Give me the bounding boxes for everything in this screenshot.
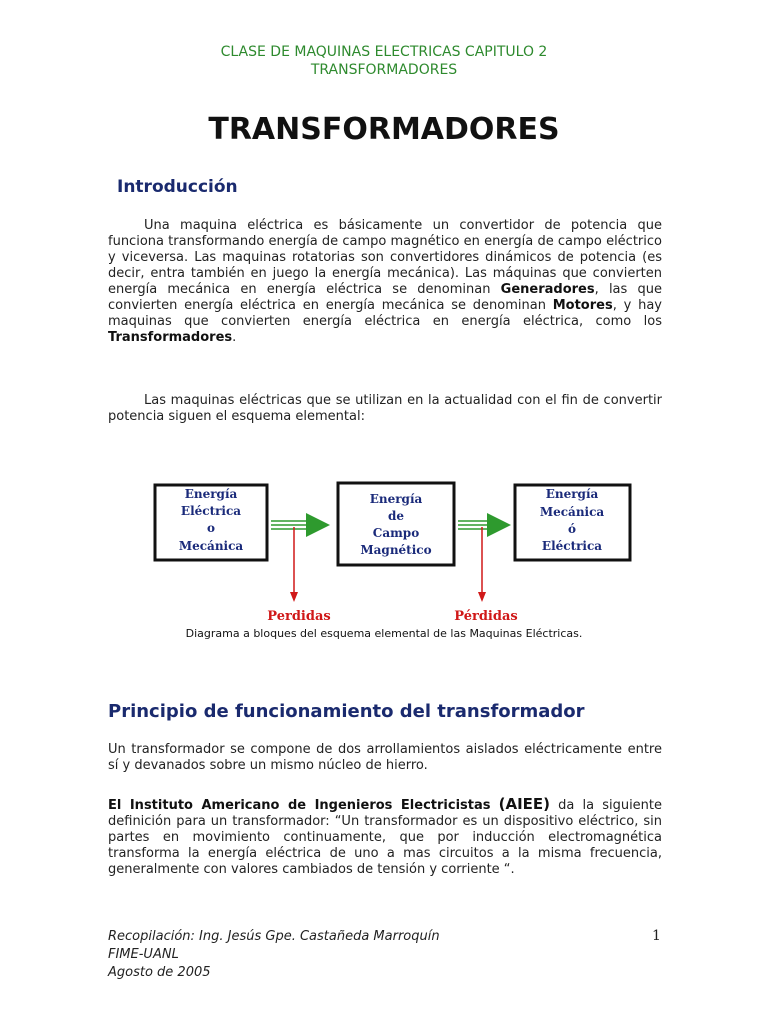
principio-paragraph-1: Un transformador se compone de dos arrollamientos aislados eléctricamente entre sí y devanados sobre un mismo núcleo de hierro.: [108, 742, 662, 773]
aiee-name: El Instituto Americano de Ingenieros Electricistas: [108, 798, 491, 813]
term-transformadores: Transformadores: [108, 330, 233, 345]
box1-line-1: Energía: [184, 487, 238, 501]
intro-paragraph-1: [108, 218, 662, 346]
arrow-1: [271, 513, 330, 537]
intro-text-a: Una maquina eléctrica es básicamente un convertidor de potencia que funciona transformando energía de campo magnético en energía de campo eléctrico y viceversa. Las maquinas rotatorias son convertidores dinámicos de potencia (es decir, entra también en juego la energía mecánica). Las máquinas que convierten energía mecánica en energía eléctrica se denominan: [108, 218, 662, 297]
box1-line-3: o: [206, 521, 216, 535]
footer-institution: FIME-UANL: [108, 947, 179, 962]
loss-label-2: Pérdidas: [454, 609, 518, 624]
header-line-2: TRANSFORMADORES: [310, 62, 458, 78]
box1-line-2: Eléctrica: [180, 504, 242, 518]
arrow-2: [458, 513, 511, 537]
page-number: 1: [652, 928, 661, 944]
page-footer: [108, 928, 440, 982]
box2-line-4: Magnético: [360, 543, 432, 557]
page-header: [0, 43, 768, 79]
intro-text-c: , las que convierten energía eléctrica en energía mecánica se denominan: [108, 282, 662, 313]
aiee-acronym: (AIEE): [498, 795, 551, 813]
aiee-definition: da la siguiente definición para un transformador: “Un transformador es un dispositivo eléctrico, sin partes en movimiento continuamente, que por inducción electromagnética transforma la energía eléctrica de uno a mas circuitos a la misma frecuencia, generalmente con valores cambiados de tensión y corriente “.: [108, 798, 663, 877]
box2-line-1: Energía: [369, 492, 423, 506]
intro-text-g: .: [232, 330, 237, 345]
block-diagram: [0, 470, 768, 630]
term-generadores: Generadores: [500, 282, 595, 297]
intro-text-e: , y hay maquinas que convierten energía eléctrica en energía eléctrica, como los: [108, 298, 662, 329]
loss-arrow-2: [478, 527, 486, 602]
box3-line-3: ó: [567, 522, 577, 536]
principio-heading: Principio de funcionamiento del transformador: [108, 701, 585, 722]
box3-line-1: Energía: [545, 487, 599, 501]
intro-heading: Introducción: [117, 177, 238, 197]
principio-paragraph-2: [108, 796, 662, 878]
box1-line-4: Mecánica: [178, 539, 244, 553]
loss-label-1: Perdidas: [267, 609, 331, 624]
term-motores: Motores: [552, 298, 613, 313]
loss-arrow-1: [290, 527, 298, 602]
box2-line-2: de: [387, 509, 405, 523]
box3-line-2: Mecánica: [539, 505, 605, 519]
header-line-1: CLASE DE MAQUINAS ELECTRICAS CAPITULO 2: [220, 44, 548, 60]
intro-text-p2: Las maquinas eléctricas que se utilizan en la actualidad con el fin de convertir potencia siguen el esquema elemental:: [108, 393, 662, 424]
box2-line-3: Campo: [372, 526, 420, 540]
footer-author: Recopilación: Ing. Jesús Gpe. Castañeda Marroquín: [108, 929, 440, 944]
intro-paragraph-2: [108, 393, 662, 425]
box3-line-4: Eléctrica: [541, 539, 603, 553]
diagram-caption: Diagrama a bloques del esquema elemental de las Maquinas Eléctricas.: [185, 627, 583, 640]
page-title: TRANSFORMADORES: [208, 112, 560, 147]
footer-date: Agosto de 2005: [108, 965, 211, 980]
